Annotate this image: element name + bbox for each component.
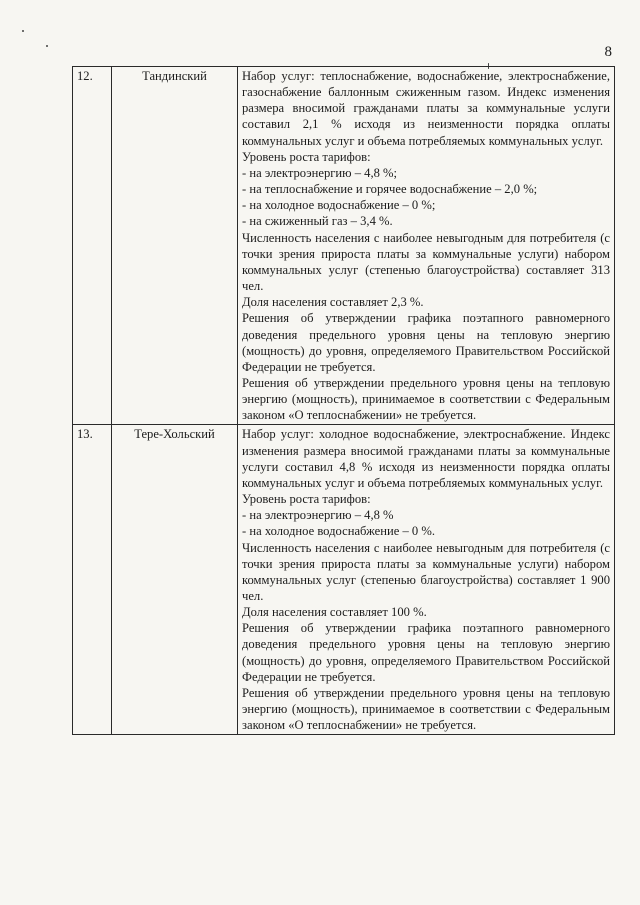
list-item: - на электроэнергию – 4,8 %; [242, 165, 398, 180]
district-name: Тандинский [112, 67, 238, 425]
list-item: - на электроэнергию – 4,8 % [242, 508, 394, 523]
row-description [238, 67, 615, 425]
paragraph: Уровень роста тарифов: [242, 149, 371, 164]
table-row [73, 425, 615, 735]
paragraph: Численность населения с наиболее невыгодным для потребителя (с точки зрения прироста платы за коммунальные услуги) набором коммунальных услуг (степенью благоустройства) составляет 1 900 чел. [242, 540, 610, 603]
paragraph: Решения об утверждении графика поэтапного равномерного доведения предельного уровня цены на тепловую энергию (мощность) до уровня, определяемого Правительством Российской Федерации не требуется. [242, 621, 610, 684]
row-number: 12. [73, 67, 112, 425]
scan-speck [22, 30, 24, 32]
table-row [73, 67, 615, 425]
scan-speck [46, 45, 48, 47]
district-name: Тере-Хольский [112, 425, 238, 735]
list-item: - на холодное водоснабжение – 0 %; [242, 198, 436, 213]
paragraph: Набор услуг: теплоснабжение, водоснабжение, электроснабжение, газоснабжение баллонным сжиженным газом. Индекс изменения размера вносимой гражданами платы за коммунальные услуги составил 2,1 % исходя из неизменности порядка оплаты коммунальных услуг и объема потребляемых коммунальных услуг. [242, 69, 610, 148]
list-item: - на холодное водоснабжение – 0 %. [242, 524, 436, 539]
paragraph: Доля населения составляет 2,3 %. [242, 295, 424, 310]
list-item: - на теплоснабжение и горячее водоснабжение – 2,0 %; [242, 182, 538, 197]
list-item: - на сжиженный газ – 3,4 %. [242, 214, 393, 229]
paragraph: Уровень роста тарифов: [242, 492, 371, 507]
paragraph: Решения об утверждении предельного уровня цены на тепловую энергию (мощность), принимаемое в соответствии с Федеральным законом «О теплоснабжении» не требуется. [242, 375, 610, 423]
document-table [72, 66, 615, 735]
paragraph: Набор услуг: холодное водоснабжение, электроснабжение. Индекс изменения размера вносимой гражданами платы за коммунальные услуги составил 4,8 % исходя из неизменности порядка оплаты коммунальных услуг и объема потребляемых коммунальных услуг. [242, 427, 610, 490]
row-number: 13. [73, 425, 112, 735]
paragraph: Решения об утверждении графика поэтапного равномерного доведения предельного уровня цены на тепловую энергию (мощность) до уровня, определяемого Правительством Российской Федерации не требуется. [242, 311, 610, 374]
paragraph: Решения об утверждении предельного уровня цены на тепловую энергию (мощность), принимаемое в соответствии с Федеральным законом «О теплоснабжении» не требуется. [242, 685, 610, 733]
paragraph: Численность населения с наиболее невыгодным для потребителя (с точки зрения прироста платы за коммунальные услуги) набором коммунальных услуг (степенью благоустройства) составляет 313 чел. [242, 230, 610, 294]
row-description [238, 425, 615, 735]
page-number: 8 [604, 44, 612, 60]
paragraph: Доля населения составляет 100 %. [242, 605, 427, 620]
